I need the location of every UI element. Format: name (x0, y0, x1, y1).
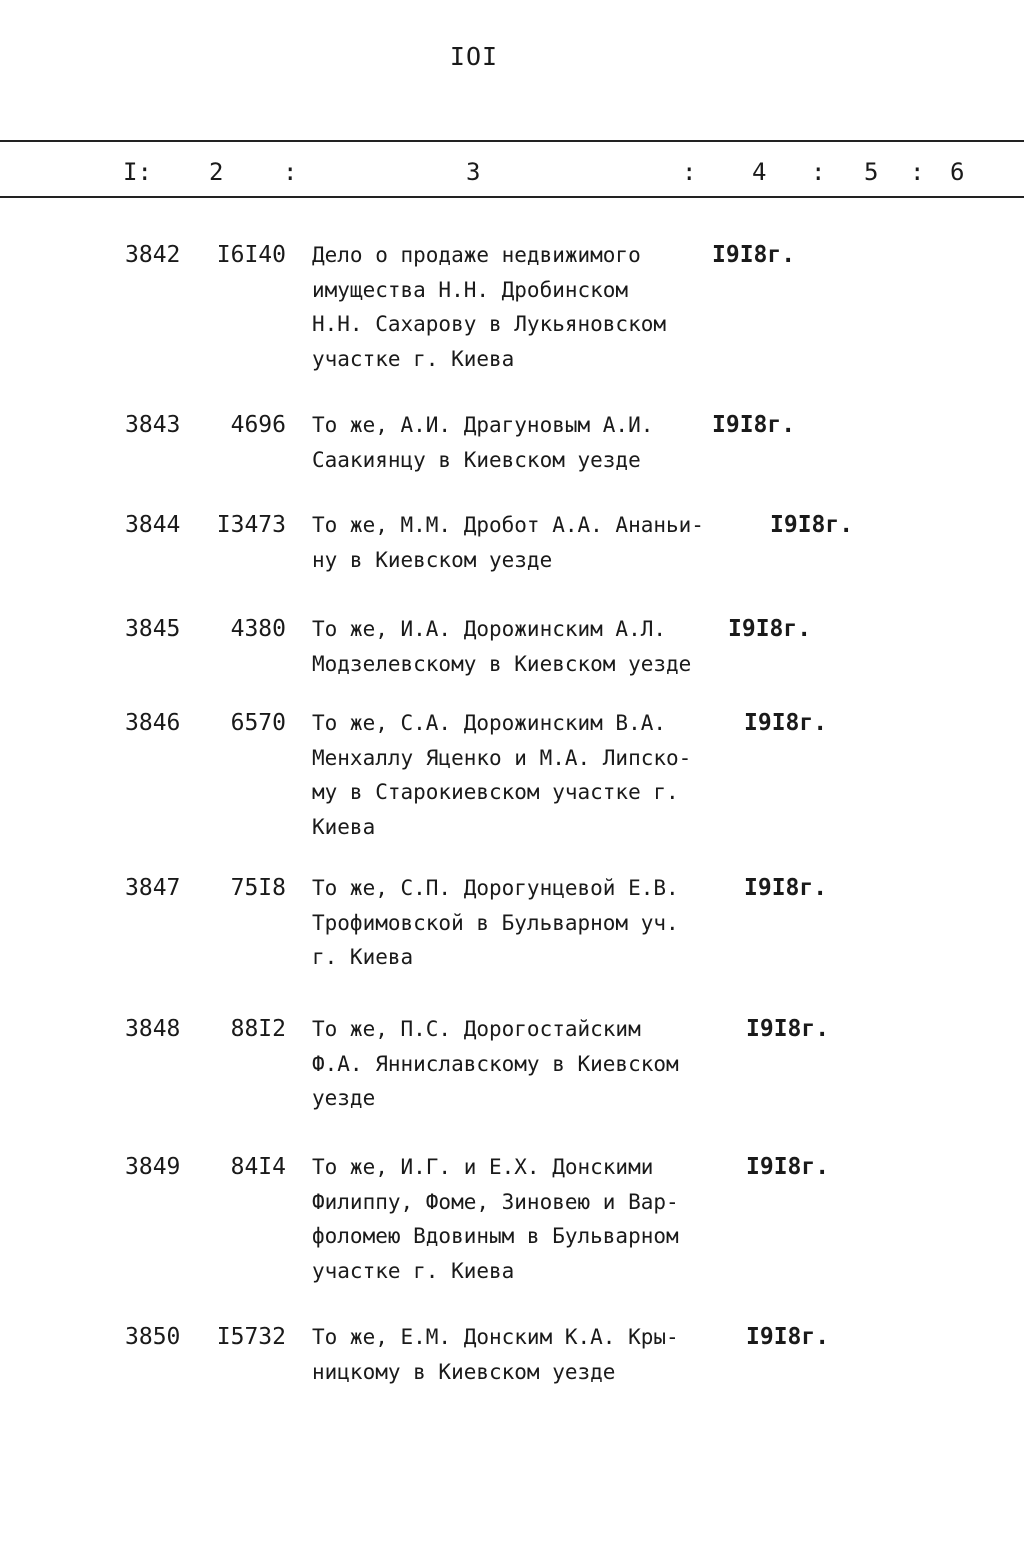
entry-year: I9I8г. (746, 1324, 830, 1350)
entry-description (312, 508, 742, 577)
entry-number: 3849 (125, 1154, 181, 1180)
entry-description-line: Н.Н. Сахарову в Лукьяновском (312, 312, 667, 336)
header-col-3: 3 (466, 158, 481, 186)
entry-year: I9I8г. (712, 412, 796, 438)
entry-year: I9I8г. (712, 242, 796, 268)
entry-description-line: участке г. Киева (312, 346, 515, 371)
header-separator: : (910, 158, 925, 186)
header-separator: : (811, 158, 826, 186)
entry-number: 3843 (125, 412, 181, 438)
entry-code: 84I4 (230, 1154, 286, 1180)
entry-code: I6I40 (216, 242, 286, 268)
entry-description-line: му в Старокиевском участке г. (312, 780, 679, 804)
header-col-4: 4 (752, 158, 767, 186)
entry-number: 3850 (125, 1324, 181, 1350)
entry-number: 3842 (125, 242, 181, 268)
entry-description-line: Менхаллу Яценко и М.А. Липско- (312, 745, 692, 770)
entry-description-line: Киева (312, 814, 376, 839)
entry-description-line: Трофимовской в Бульварном уч. (312, 910, 679, 935)
header-col-2: 2 (209, 158, 224, 186)
entry-number: 3847 (125, 875, 181, 901)
entry-description-line: ницкому в Киевском уезде (312, 1359, 616, 1384)
entry-code: 4380 (230, 616, 286, 642)
entry-description-line: фоломею Вдовиным в Бульварном (312, 1224, 679, 1248)
entry-description-line: Филиппу, Фоме, Зиновею и Вар- (312, 1189, 679, 1214)
entry-description-line: То же, А.И. Драгуновым А.И. (312, 413, 654, 437)
entry-code: 75I8 (230, 875, 286, 901)
entry-description (312, 706, 742, 844)
header-col-5: 5 (864, 158, 879, 186)
entry-description (312, 1150, 742, 1288)
entry-description (312, 408, 742, 477)
entry-year: I9I8г. (770, 512, 854, 538)
entry-year: I9I8г. (728, 616, 812, 642)
entry-code: 6570 (230, 710, 286, 736)
entry-description-line: Ф.А. Янниславскому в Киевском (312, 1051, 679, 1076)
entry-description-line: То же, И.Г. и Е.Х. Донскими (312, 1155, 654, 1179)
entry-year: I9I8г. (746, 1154, 830, 1180)
header-top-rule (0, 140, 1024, 142)
entry-number: 3846 (125, 710, 181, 736)
entry-description-line: участке г. Киева (312, 1258, 515, 1283)
header-bottom-rule (0, 196, 1024, 198)
entry-number: 3845 (125, 616, 181, 642)
entry-description-line: Модзелевскому в Киевском уезде (312, 651, 692, 676)
entry-number: 3844 (125, 512, 181, 538)
entry-description (312, 238, 742, 376)
entry-description-line: То же, М.М. Дробот А.А. Ананьи- (312, 513, 704, 537)
entry-year: I9I8г. (746, 1016, 830, 1042)
entry-description-line: То же, П.С. Дорогостайским (312, 1017, 641, 1041)
entry-year: I9I8г. (744, 710, 828, 736)
entry-description-line: г. Киева (312, 945, 414, 969)
entry-description-line: Саакиянцу в Киевском уезде (312, 447, 641, 472)
entry-year: I9I8г. (744, 875, 828, 901)
header-separator: : (682, 158, 697, 186)
entry-description-line: Дело о продаже недвижимого (312, 243, 641, 267)
entry-description (312, 1012, 742, 1116)
entry-description-line: имущества Н.Н. Дробинском (312, 277, 629, 302)
entry-code: 88I2 (230, 1016, 286, 1042)
entry-description (312, 1320, 742, 1389)
entry-description-line: уезде (312, 1086, 376, 1110)
entry-code: 4696 (230, 412, 286, 438)
entry-code: I5732 (216, 1324, 286, 1350)
entry-number: 3848 (125, 1016, 181, 1042)
entry-code: I3473 (216, 512, 286, 538)
entry-description-line: То же, Е.М. Донским К.А. Кры- (312, 1325, 679, 1349)
entry-description-line: То же, С.П. Дорогунцевой Е.В. (312, 876, 679, 900)
header-col-6: 6 (950, 158, 965, 186)
header-separator: : (283, 158, 298, 186)
entry-description-line: ну в Киевском уезде (312, 547, 553, 572)
entry-description-line: То же, И.А. Дорожинским А.Л. (312, 617, 667, 641)
entry-description (312, 871, 742, 975)
page-number: IOI (449, 42, 499, 71)
entry-description-line: То же, С.А. Дорожинским В.А. (312, 711, 667, 735)
entry-description (312, 612, 742, 681)
header-col-1: I: (123, 158, 152, 186)
